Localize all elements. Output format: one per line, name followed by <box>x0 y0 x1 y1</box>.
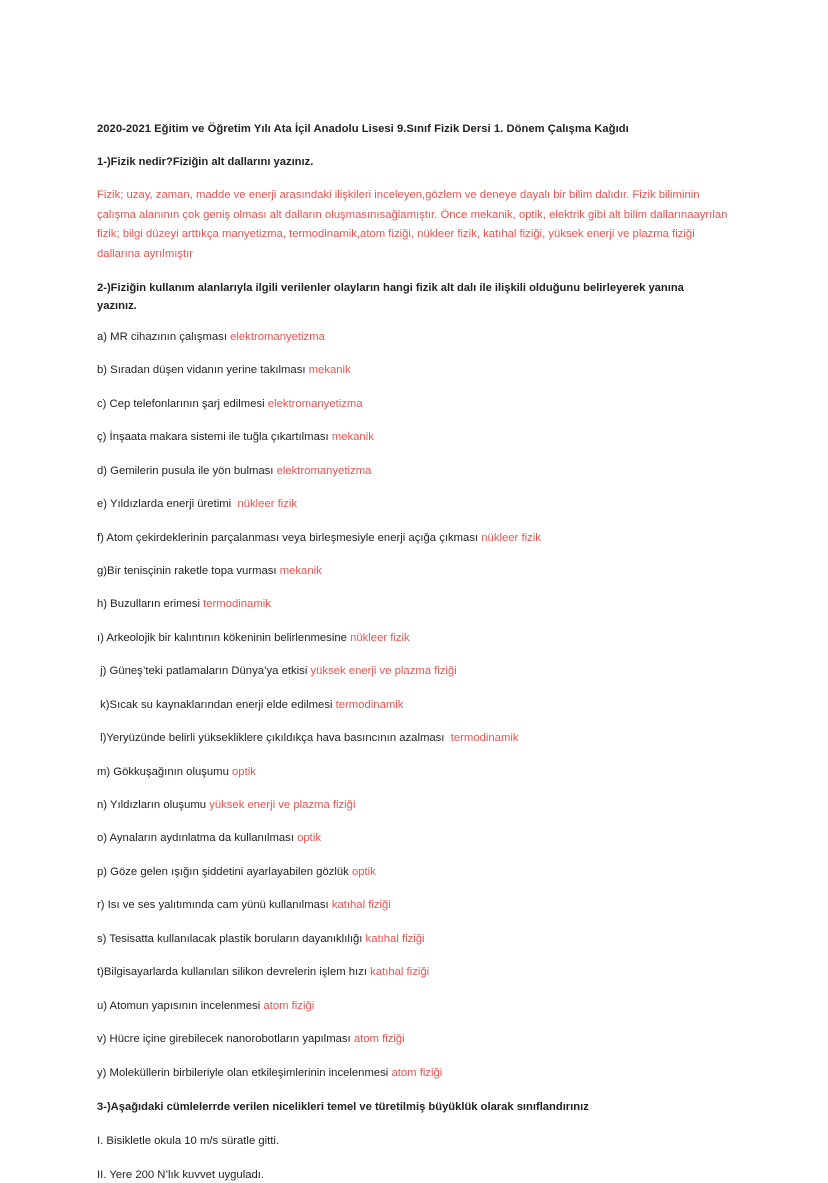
item-answer-tag: optik <box>232 765 256 778</box>
item-prompt: g)Bir tenisçinin raketle topa vurması <box>97 564 280 577</box>
question-3-statement: I. Bisikletle okula 10 m/s süratle gitti. <box>97 1134 280 1147</box>
question-2-item <box>97 363 732 378</box>
item-answer-tag: optik <box>297 832 321 845</box>
question-2-item <box>97 765 732 780</box>
item-prompt: k)Sıcak su kaynaklarından enerji elde edilmesi <box>97 698 336 711</box>
item-prompt: o) Aynaların aydınlatma da kullanılması <box>97 832 298 845</box>
item-answer-tag: nükleer fizik <box>237 498 298 511</box>
question-2-item <box>97 330 732 345</box>
question-2-item <box>97 664 732 679</box>
item-prompt: e) Yıldızlarda enerji üretimi <box>97 498 238 511</box>
item-answer-tag: nükleer fizik <box>350 631 410 644</box>
item-prompt: a) MR cihazının çalışması <box>97 330 231 343</box>
document-title: 2020-2021 Eğitim ve Öğretim Yılı Ata İçil Anadolu Lisesi 9.Sınıf Fizik Dersi 1. Dönem Çalışma Kağıdı <box>97 123 629 135</box>
question-2-item <box>97 564 732 579</box>
item-prompt: ç) İnşaata makara sistemi ile tuğla çıkartılması <box>97 431 332 444</box>
item-prompt: m) Gökkuşağının oluşumu <box>97 765 232 778</box>
item-prompt: s) Tesisatta kullanılacak plastik boruların dayanıklılığı <box>97 932 366 945</box>
item-prompt: d) Gemilerin pusula ile yön bulması <box>97 464 277 477</box>
item-prompt: ı) Arkeolojik bir kalıntının kökeninin belirlenmesine <box>97 631 351 644</box>
item-prompt: n) Yıldızların oluşumu <box>97 799 210 811</box>
item-answer-tag: termodinamik <box>203 598 271 611</box>
item-prompt: b) Sıradan düşen vidanın yerine takılması <box>97 364 309 377</box>
question-1-heading: 1-)Fizik nedir?Fiziğin alt dallarını yazınız. <box>97 156 314 169</box>
item-prompt: f) Atom çekirdeklerinin parçalanması veya birleşmesiyle enerji açığa çıkması <box>97 531 482 544</box>
question-2-item <box>97 698 732 713</box>
item-prompt: j) Güneş’teki patlamaların Dünya’ya etkisi <box>97 665 311 678</box>
question-2-item <box>97 932 732 947</box>
question-2-item <box>97 464 732 479</box>
question-2-item <box>97 597 732 612</box>
item-answer-tag: mekanik <box>279 564 322 577</box>
item-answer-tag: mekanik <box>308 364 351 377</box>
item-answer-tag: katıhal fiziği <box>370 966 430 979</box>
question-2-item <box>97 865 732 880</box>
item-answer-tag: termodinamik <box>450 732 519 745</box>
item-prompt: r) Isı ve ses yalıtımında cam yünü kullanılması <box>97 899 332 912</box>
item-answer-tag: termodinamik <box>335 698 404 711</box>
item-prompt: l)Yeryüzünde belirli yüksekliklere çıkıldıkça hava basıncının azalması <box>97 732 451 745</box>
item-answer-tag: elektromanyetizma <box>230 330 325 343</box>
question-2-item <box>97 397 732 412</box>
item-answer-tag: optik <box>351 865 376 878</box>
question-2-item <box>97 831 732 846</box>
question-2-item-list <box>97 330 732 1081</box>
question-1-answer: Fizik; uzay, zaman, madde ve enerji arasındaki ilişkileri inceleyen,gözlem ve deneye dayalı bir bilim dalıdır. Fizik biliminin çalışma alanının çok geniş olması alt dalların oluşmasınısağlamıştır. Önce mekanik, optik, elektrik gibi alt bilim dallarınaayrılan fizik; bilgi düzeyi arttıkça manyetizma, termodinamik,atom fiziği, nükleer fizik, katıhal fiziği, yüksek enerji ve plazma fiziği dallarına ayrılmıştır <box>97 189 728 260</box>
item-answer-tag: atom fiziği <box>353 1033 405 1046</box>
question-3-statement-list <box>97 1134 732 1183</box>
item-answer-tag: elektromanyetizma <box>276 464 372 477</box>
item-prompt: h) Buzulların erimesi <box>97 598 204 611</box>
question-3-heading: 3-)Aşağıdaki cümlelerrde verilen nicelikleri temel ve türetilmiş büyüklük olarak sınıflandırınız <box>97 1100 589 1113</box>
question-2-item <box>97 731 732 746</box>
item-answer-tag: elektromanyetizma <box>267 397 363 410</box>
item-prompt: y) Moleküllerin birbileriyle olan etkileşimlerinin incelenmesi <box>97 1066 392 1079</box>
item-answer-tag: nükleer fizik <box>481 531 541 544</box>
item-prompt: v) Hücre içine girebilecek nanorobotların yapılması <box>97 1033 354 1046</box>
item-prompt: t)Bilgisayarlarda kullanılan silikon devrelerin işlem hızı <box>97 966 371 979</box>
question-2-item <box>97 965 732 980</box>
question-2-item <box>97 1066 732 1081</box>
question-2-item <box>97 1032 732 1047</box>
item-answer-tag: mekanik <box>331 431 374 444</box>
question-2-item <box>97 999 732 1014</box>
question-2-item <box>97 531 732 546</box>
question-2-item <box>97 497 732 512</box>
item-answer-tag: atom fiziği <box>263 999 315 1012</box>
item-prompt: u) Atomun yapısının incelenmesi <box>97 999 264 1012</box>
question-2-item <box>97 898 732 913</box>
item-prompt: c) Cep telefonlarının şarj edilmesi <box>97 397 268 410</box>
item-answer-tag: katıhal fiziği <box>365 932 425 945</box>
item-answer-tag: katıhal fiziği <box>331 899 391 912</box>
item-answer-tag: yüksek enerji ve plazma fiziği <box>209 799 356 811</box>
question-2-item <box>97 631 732 646</box>
question-2-item <box>97 798 732 813</box>
question-2-heading: 2-)Fiziğin kullanım alanlarıyla ilgili verilenler olayların hangi fizik alt dalı ile ilişkili olduğunu belirleyerek yanına yazınız. <box>97 282 684 312</box>
item-answer-tag: yüksek enerji ve plazma fiziği <box>310 665 457 678</box>
item-answer-tag: atom fiziği <box>391 1066 443 1079</box>
item-prompt: p) Göze gelen ışığın şiddetini ayarlayabilen gözlük <box>97 865 352 878</box>
question-2-item <box>97 430 732 445</box>
question-3-statement: II. Yere 200 N’lık kuvvet uyguladı. <box>97 1168 265 1181</box>
